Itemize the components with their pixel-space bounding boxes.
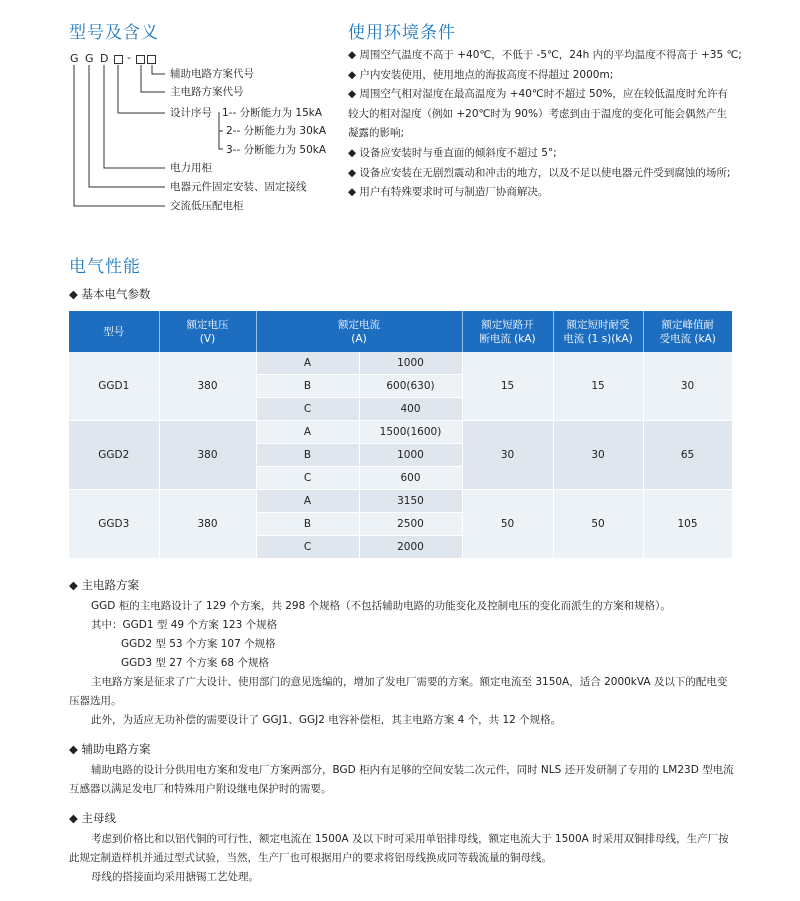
aux-circuit-title: ◆ 辅助电路方案 xyxy=(69,742,151,756)
table-row xyxy=(69,421,732,444)
cell-peak: 65 xyxy=(643,421,732,490)
header-short-time xyxy=(553,311,643,352)
cell-peak: 105 xyxy=(643,490,732,559)
busbar-line: 考虑到价格比和以铝代铜的可行性，额定电流在 1500A 及以下时可采用单铝排母线，额定电流大于 1500A 时采用双铜排母线，生产厂按 xyxy=(91,833,729,845)
header-breaking-line2: 断电流 (kA) xyxy=(479,332,536,345)
cell-current: 3150 xyxy=(359,490,462,513)
electrical-section-title: 电气性能 xyxy=(69,257,141,277)
cell-class: C xyxy=(256,536,359,559)
env-line: ◆ 周围空气相对湿度在最高温度为 +40℃时不超过 50%，应在较低温度时允许有 xyxy=(348,88,728,101)
cell-class: C xyxy=(256,398,359,421)
cell-class: B xyxy=(256,513,359,536)
label-ac-lv-cabinet: 交流低压配电柜 xyxy=(170,200,244,212)
main-circuit-line: GGD3 型 27 个方案 68 个规格 xyxy=(121,657,269,669)
header-model: 型号 xyxy=(69,311,159,352)
cell-current: 400 xyxy=(359,398,462,421)
header-current-label: 额定电流 xyxy=(338,318,380,331)
main-circuit-line: 压器选用。 xyxy=(69,695,122,707)
code-connector-lines xyxy=(60,60,180,220)
cell-short-time: 30 xyxy=(553,421,643,490)
header-peak xyxy=(643,311,732,352)
main-circuit-line: GGD2 型 53 个方案 107 个规格 xyxy=(121,638,276,650)
env-line: ◆ 周围空气温度不高于 +40℃，不低于 -5℃，24h 内的平均温度不得高于 +35 ℃; xyxy=(348,49,742,61)
header-voltage xyxy=(159,311,256,352)
cell-short-time: 15 xyxy=(553,352,643,421)
env-line: ◆ 设备应安装在无剧烈震动和冲击的地方，以及不足以使电器元件受到腐蚀的场所; xyxy=(348,166,731,179)
header-short-time-line1: 额定短时耐受 xyxy=(566,318,630,331)
cell-class: A xyxy=(256,490,359,513)
cell-current: 600(630) xyxy=(359,375,462,398)
design-option-3: 3-- 分断能力为 50kA xyxy=(226,144,327,156)
aux-circuit-line: 互感器以满足发电厂和特殊用户附设继电保护时的需要。 xyxy=(69,783,332,795)
header-current xyxy=(256,311,462,352)
cell-class: B xyxy=(256,375,359,398)
label-fixed-installation: 电器元件固定安装、固定接线 xyxy=(170,181,307,193)
header-current-unit: (A) xyxy=(351,332,367,345)
env-line: 较大的相对湿度（例如 +20℃时为 90%）考虑到由于温度的变化可能会偶然产生 xyxy=(348,107,727,120)
label-main-circuit-code: 主电路方案代号 xyxy=(170,86,244,98)
aux-circuit-line: 辅助电路的设计分供用电方案和发电厂方案两部分，BGD 柜内有足够的空间安装二次元件，同时 NLS 还开发研制了专用的 LM23D 型电流 xyxy=(91,764,734,776)
env-line: ◆ 设备应安装时与垂直面的倾斜度不超过 5°; xyxy=(348,146,557,159)
header-short-time-line2: 电流 (1 s)(kA) xyxy=(563,332,633,345)
cell-breaking: 30 xyxy=(462,421,553,490)
cell-current: 1000 xyxy=(359,444,462,467)
cell-voltage: 380 xyxy=(159,490,256,559)
cell-current: 1500(1600) xyxy=(359,421,462,444)
cell-class: A xyxy=(256,352,359,375)
cell-current: 1000 xyxy=(359,352,462,375)
basic-params-title: ◆ 基本电气参数 xyxy=(69,287,151,301)
cell-breaking: 15 xyxy=(462,352,553,421)
env-line: 凝露的影响; xyxy=(348,127,405,140)
cell-model: GGD3 xyxy=(69,490,159,559)
table-row xyxy=(69,352,732,375)
model-section-title: 型号及含义 xyxy=(69,23,159,43)
cell-model: GGD2 xyxy=(69,421,159,490)
main-circuit-line: 主电路方案是征求了广大设计、使用部门的意见选编的，增加了发电厂需要的方案。额定电流至 3150A，适合 2000kVA 及以下的配电变 xyxy=(91,676,728,688)
design-option-1: 1-- 分断能力为 15kA xyxy=(222,107,323,119)
cell-model: GGD1 xyxy=(69,352,159,421)
busbar-line: 母线的搭接面均采用搪锡工艺处理。 xyxy=(91,871,259,883)
cell-class: B xyxy=(256,444,359,467)
table-row xyxy=(69,490,732,513)
code-letter-3: D xyxy=(100,52,109,65)
cell-breaking: 50 xyxy=(462,490,553,559)
cell-current: 2500 xyxy=(359,513,462,536)
main-circuit-line: 此外，为适应无功补偿的需要设计了 GGJ1、GGJ2 电容补偿柜，其主电路方案 4 个，共 12 个规格。 xyxy=(91,714,562,726)
env-conditions-list xyxy=(348,46,748,203)
busbar-title: ◆ 主母线 xyxy=(69,811,116,825)
header-peak-line2: 受电流 (kA) xyxy=(659,332,716,345)
label-power-cabinet: 电力用柜 xyxy=(170,162,212,174)
label-aux-circuit-code: 辅助电路方案代号 xyxy=(170,68,254,80)
main-circuit-line: GGD 柜的主电路设计了 129 个方案，共 298 个规格（不包括辅助电路的功能变化及控制电压的变化而派生的方案和规格）。 xyxy=(91,600,671,612)
cell-peak: 30 xyxy=(643,352,732,421)
table-header-row xyxy=(69,311,732,352)
main-circuit-title: ◆ 主电路方案 xyxy=(69,578,139,592)
cell-voltage: 380 xyxy=(159,352,256,421)
cell-current: 2000 xyxy=(359,536,462,559)
design-option-2: 2-- 分断能力为 30kA xyxy=(226,125,327,137)
cell-class: A xyxy=(256,421,359,444)
cell-class: C xyxy=(256,467,359,490)
cell-short-time: 50 xyxy=(553,490,643,559)
header-breaking-line1: 额定短路开 xyxy=(481,318,534,331)
busbar-line: 此规定制造样机并通过型式试验，当然，生产厂也可根据用户的要求将铝母线换成同等载流量的铜母线。 xyxy=(69,852,552,864)
header-breaking xyxy=(462,311,553,352)
header-peak-line1: 额定峰值耐 xyxy=(661,318,714,331)
header-voltage-label: 额定电压 xyxy=(186,318,229,331)
header-voltage-unit: (V) xyxy=(199,332,216,345)
cell-voltage: 380 xyxy=(159,421,256,490)
cell-current: 600 xyxy=(359,467,462,490)
electrical-params-table xyxy=(69,311,733,559)
code-letter-2: G xyxy=(85,52,94,65)
env-section-title: 使用环境条件 xyxy=(348,23,456,43)
env-line: ◆ 用户有特殊要求时可与制造厂协商解决。 xyxy=(348,186,549,199)
label-design-number: 设计序号 xyxy=(170,107,212,119)
code-dash: - xyxy=(127,51,131,64)
env-line: ◆ 户内安装使用，使用地点的海拔高度不得超过 2000m; xyxy=(348,68,614,81)
main-circuit-line: 其中：GGD1 型 49 个方案 123 个规格 xyxy=(91,619,278,631)
code-letter-1: G xyxy=(70,52,79,65)
